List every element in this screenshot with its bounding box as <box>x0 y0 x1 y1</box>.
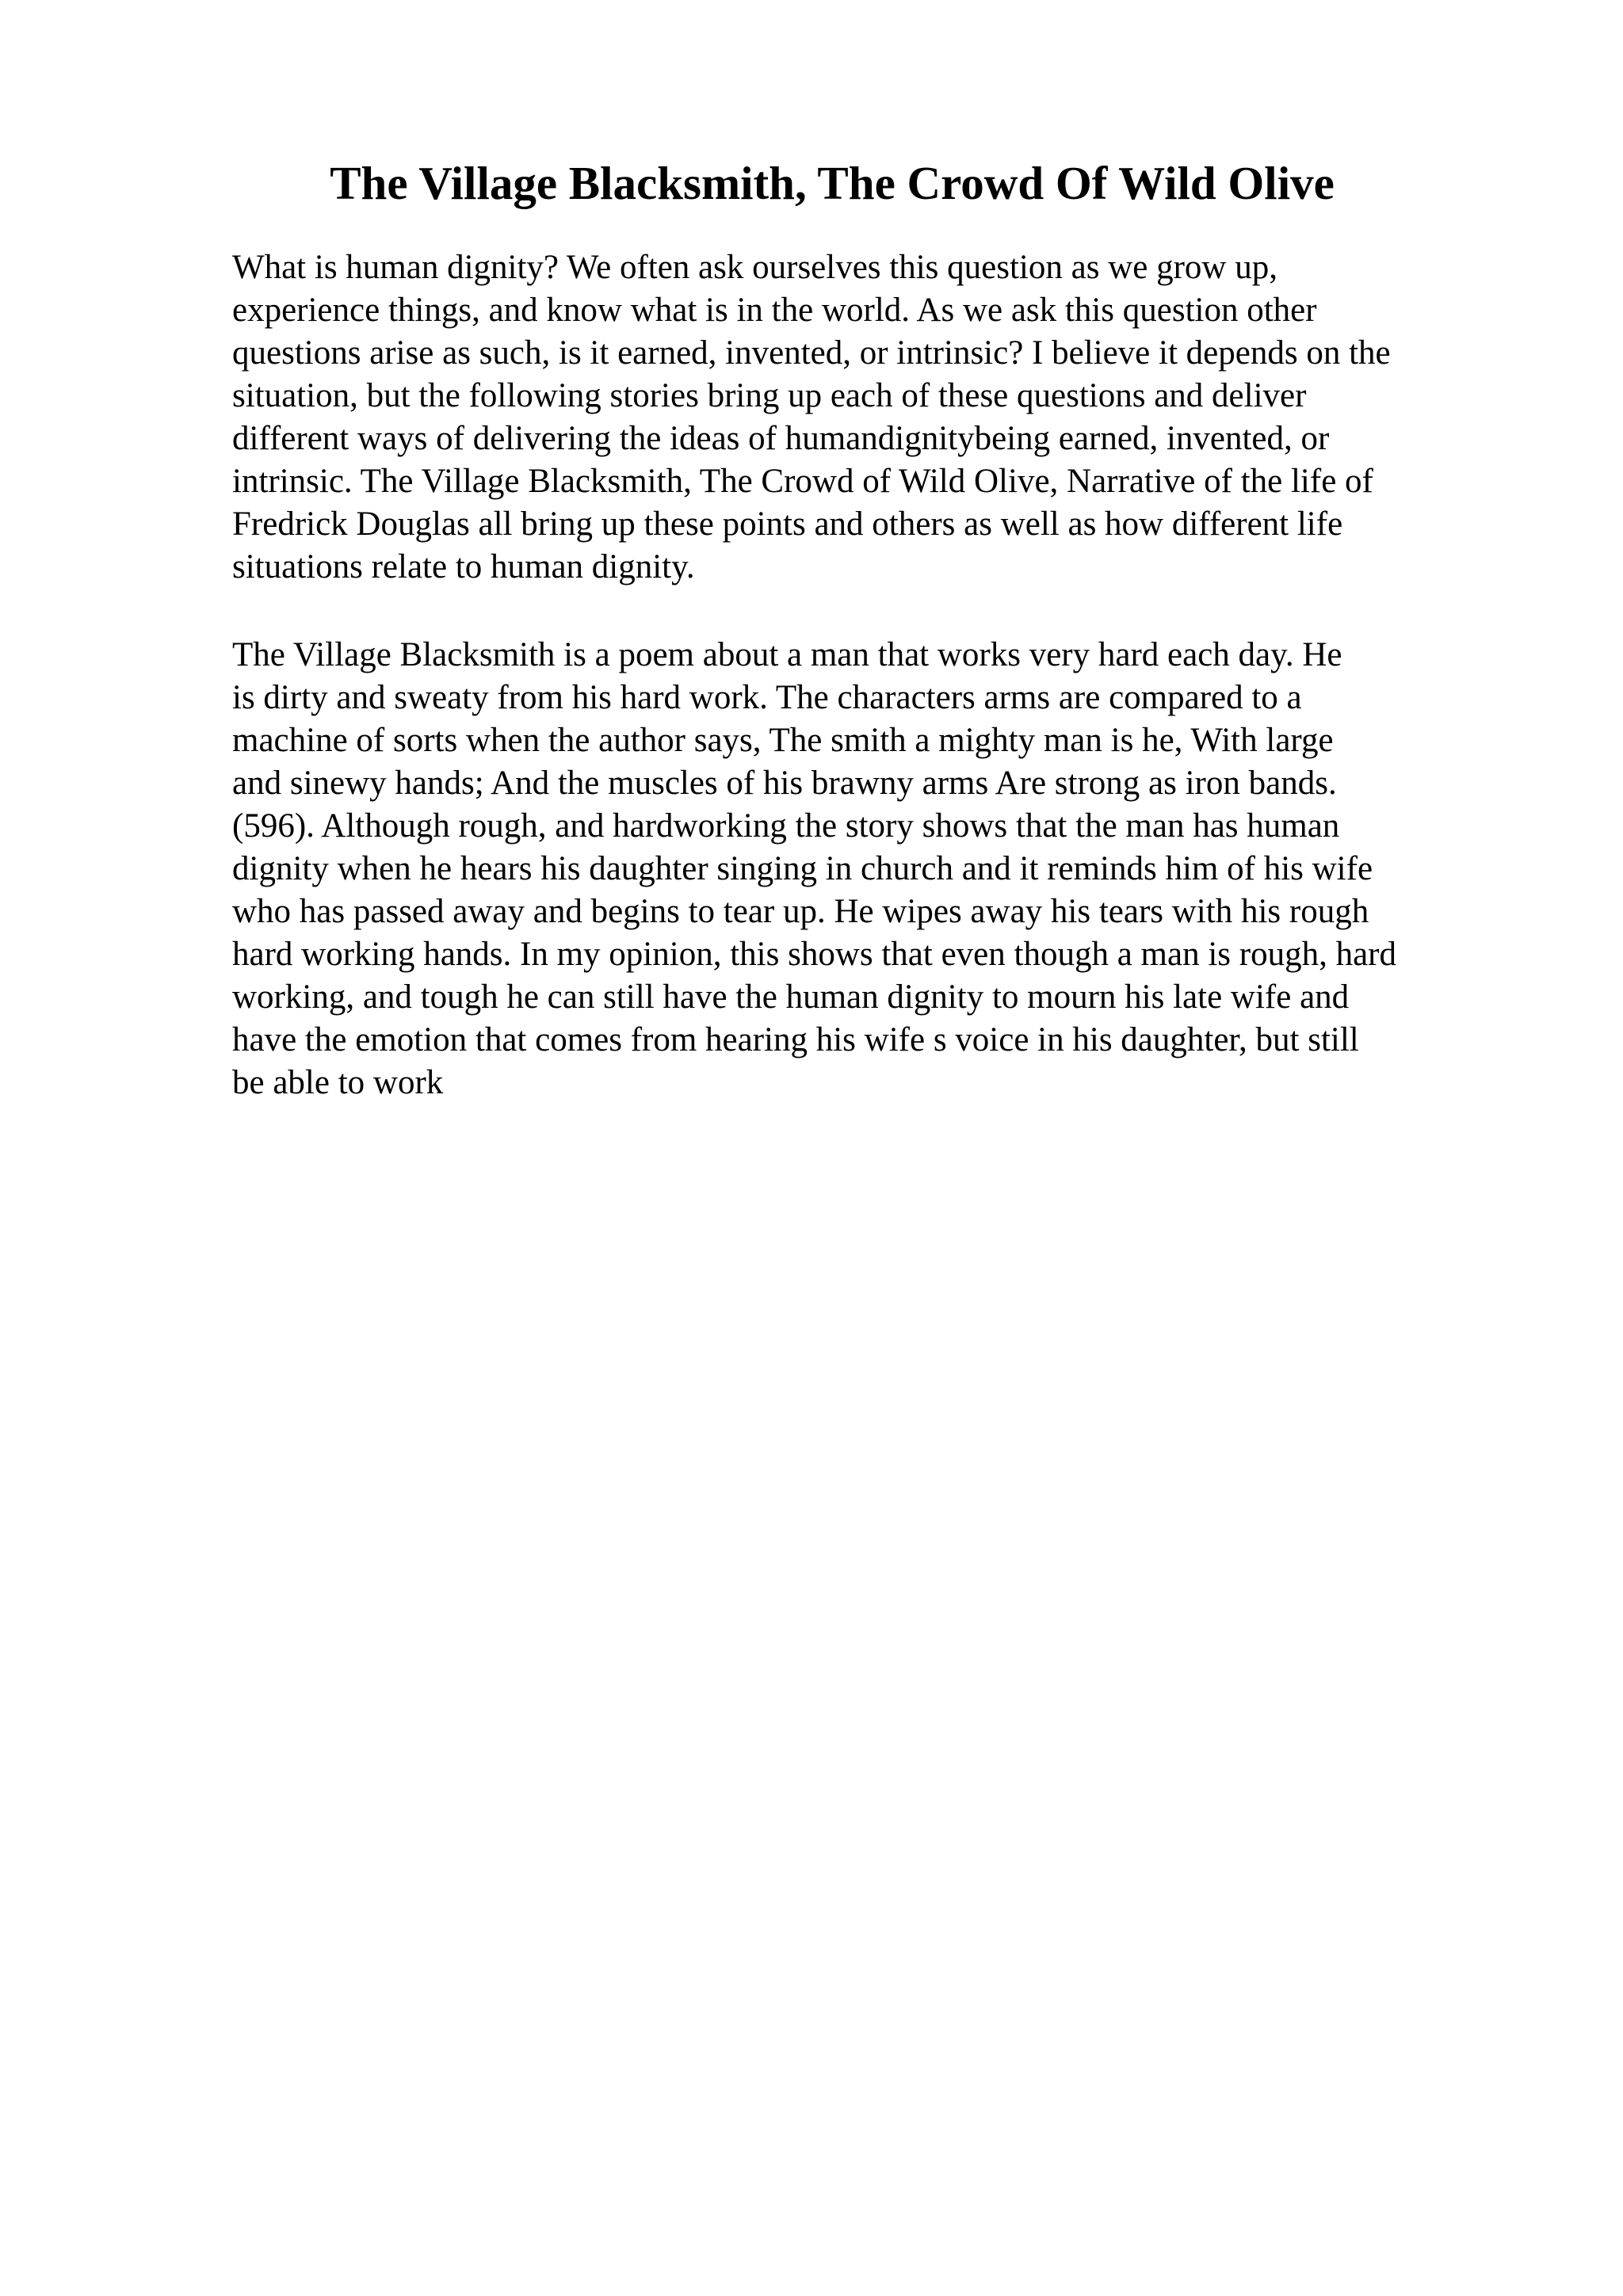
text-line: different ways of delivering the ideas of humandignitybeing earned, invented, or <box>232 420 1330 457</box>
text-line: situation, but the following stories bring up each of these questions and deliver <box>232 377 1307 414</box>
text-line: hard working hands. In my opinion, this shows that even though a man is rough, hard <box>232 936 1396 973</box>
text-line: who has passed away and begins to tear up. He wipes away his tears with his rough <box>232 893 1369 930</box>
text-line: machine of sorts when the author says, The smith a mighty man is he, With large <box>232 722 1334 759</box>
text-line: and sinewy hands; And the muscles of his brawny arms Are strong as iron bands. <box>232 765 1337 802</box>
paragraph-intro <box>232 246 1391 589</box>
text-line: have the emotion that comes from hearing his wife s voice in his daughter, but still <box>232 1021 1359 1058</box>
text-line: (596). Although rough, and hardworking the story shows that the man has human <box>232 807 1340 845</box>
text-line: The Village Blacksmith is a poem about a man that works very hard each day. He <box>232 636 1342 673</box>
text-line: experience things, and know what is in the world. As we ask this question other <box>232 292 1317 329</box>
text-line: is dirty and sweaty from his hard work. The characters arms are compared to a <box>232 679 1302 716</box>
paragraph-blacksmith <box>232 634 1396 1104</box>
text-line: dignity when he hears his daughter singing in church and it reminds him of his wife <box>232 850 1373 887</box>
text-line: working, and tough he can still have the human dignity to mourn his late wife and <box>232 978 1350 1016</box>
text-line: be able to work <box>232 1064 444 1101</box>
text-line: intrinsic. The Village Blacksmith, The Crowd of Wild Olive, Narrative of the life of <box>232 463 1373 500</box>
text-line: Fredrick Douglas all bring up these points and others as well as how different life <box>232 505 1343 543</box>
text-line: questions arise as such, is it earned, invented, or intrinsic? I believe it depends on the <box>232 334 1391 372</box>
text-line: situations relate to human dignity. <box>232 548 695 585</box>
text-line: What is human dignity? We often ask ourselves this question as we grow up, <box>232 249 1277 286</box>
document-title: The Village Blacksmith, The Crowd Of Wild Olive <box>330 157 1335 209</box>
